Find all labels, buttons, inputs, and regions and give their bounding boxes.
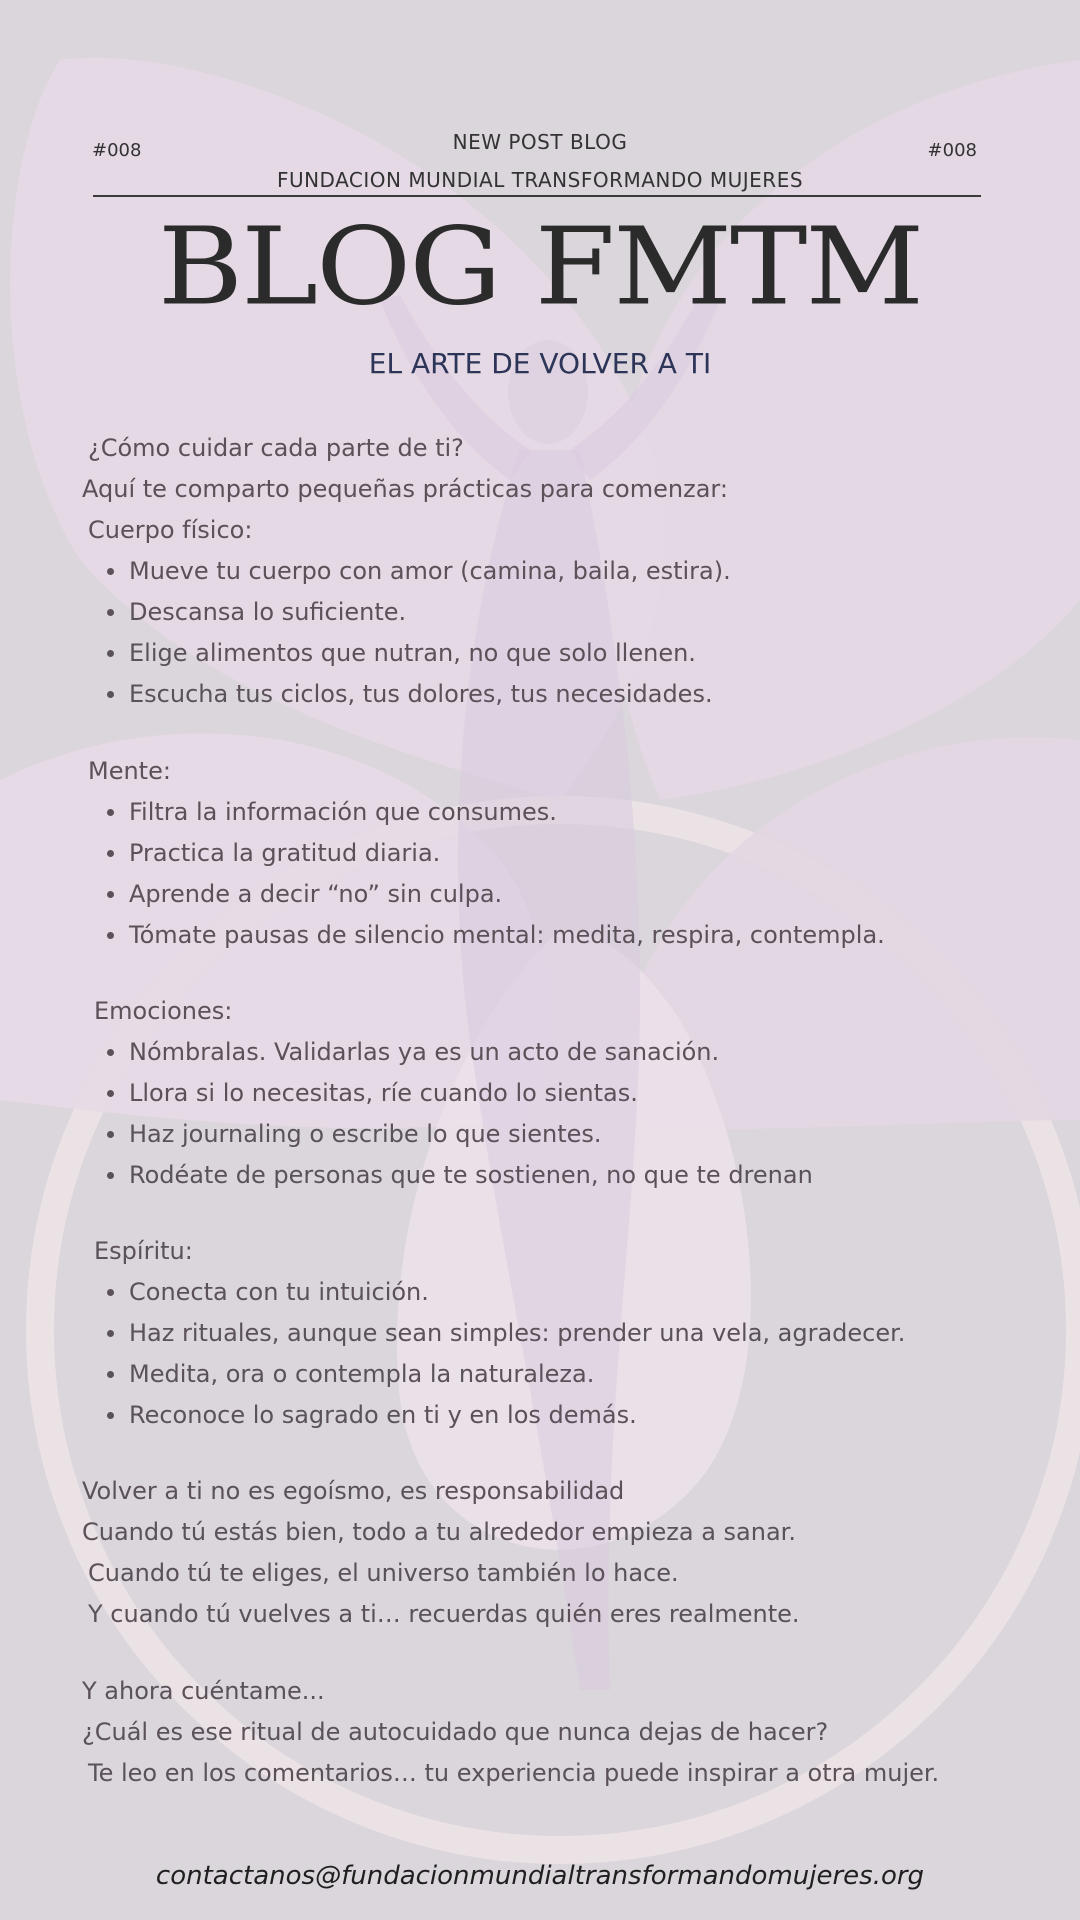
list-item: Llora si lo necesitas, ríe cuando lo sientas. bbox=[129, 1079, 638, 1107]
section-heading-mind: Mente: bbox=[88, 757, 171, 785]
blog-title: BLOG FMTM bbox=[157, 205, 923, 330]
list-item: Medita, ora o contempla la naturaleza. bbox=[129, 1360, 595, 1388]
closing-line: Y cuando tú vuelves a ti… recuerdas quién eres realmente. bbox=[88, 1600, 800, 1628]
closing-line: Cuando tú te eliges, el universo también lo hace. bbox=[88, 1559, 679, 1587]
cta-line: Y ahora cuéntame... bbox=[82, 1677, 325, 1705]
list-item: Reconoce lo sagrado en ti y en los demás. bbox=[129, 1401, 637, 1429]
list-item: Escucha tus ciclos, tus dolores, tus necesidades. bbox=[129, 680, 713, 708]
contact-email: contactanos@fundacionmundialtransformandomujeres.org bbox=[155, 1861, 925, 1891]
header-line-1: NEW POST BLOG bbox=[452, 130, 628, 154]
section-heading-emotions: Emociones: bbox=[94, 997, 233, 1025]
closing-line: Volver a ti no es egoísmo, es responsabilidad bbox=[82, 1477, 625, 1505]
list-item: Mueve tu cuerpo con amor (camina, baila, estira). bbox=[129, 557, 731, 585]
cta-line: Te leo en los comentarios… tu experiencia puede inspirar a otra mujer. bbox=[88, 1759, 940, 1787]
cta-line: ¿Cuál es ese ritual de autocuidado que nunca dejas de hacer? bbox=[82, 1718, 829, 1746]
intro-question: ¿Cómo cuidar cada parte de ti? bbox=[88, 434, 464, 462]
post-subtitle: EL ARTE DE VOLVER A TI bbox=[368, 347, 712, 380]
list-item: Elige alimentos que nutran, no que solo llenen. bbox=[129, 639, 696, 667]
list-item: Tómate pausas de silencio mental: medita, respira, contempla. bbox=[129, 921, 885, 949]
list-item: Conecta con tu intuición. bbox=[129, 1278, 429, 1306]
list-item: Descansa lo suficiente. bbox=[129, 598, 407, 626]
post-number-right: #008 bbox=[927, 140, 977, 161]
header-line-2: FUNDACION MUNDIAL TRANSFORMANDO MUJERES bbox=[276, 168, 804, 192]
header-divider bbox=[93, 195, 981, 197]
list-item: Aprende a decir “no” sin culpa. bbox=[129, 880, 503, 908]
closing-line: Cuando tú estás bien, todo a tu alrededor empieza a sanar. bbox=[82, 1518, 796, 1546]
list-item: Rodéate de personas que te sostienen, no que te drenan bbox=[129, 1161, 813, 1189]
list-item: Practica la gratitud diaria. bbox=[129, 839, 441, 867]
list-item: Haz rituales, aunque sean simples: prender una vela, agradecer. bbox=[129, 1319, 906, 1347]
section-heading-body: Cuerpo físico: bbox=[88, 516, 253, 544]
list-item: Haz journaling o escribe lo que sientes. bbox=[129, 1120, 602, 1148]
intro-lead: Aquí te comparto pequeñas prácticas para comenzar: bbox=[82, 475, 728, 503]
section-heading-spirit: Espíritu: bbox=[94, 1237, 193, 1265]
post-number-left: #008 bbox=[92, 140, 142, 161]
list-item: Filtra la información que consumes. bbox=[129, 798, 557, 826]
list-item: Nómbralas. Validarlas ya es un acto de sanación. bbox=[129, 1038, 720, 1066]
